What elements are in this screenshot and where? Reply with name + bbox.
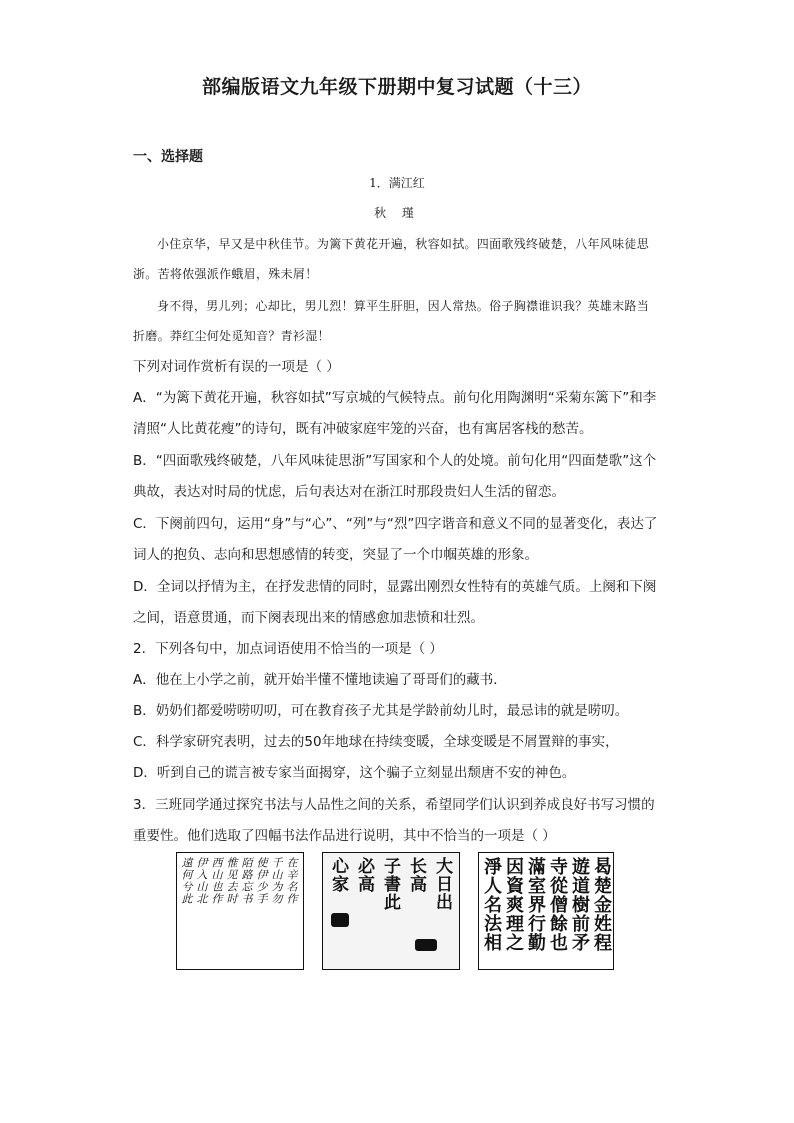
callig1-col: 伊入山北	[195, 857, 208, 905]
q1-option-d: D．全词以抒情为主，在抒发悲情的同时，显露出刚烈女性特有的英雄气质。上阕和下阕之间，语意贯通，而下阕表现出来的情感愈加悲愤和壮烈。	[133, 579, 657, 626]
q2-option-c: C．科学家研究表明，过去的50年地球在持续变暖，全球变暖是不屑置辩的事实，	[133, 734, 619, 750]
ink-seal	[415, 939, 437, 951]
callig1-col: 惟见去时	[225, 857, 238, 905]
callig2-col: 心家	[328, 857, 348, 893]
poem-heading: 1．满江红	[369, 176, 425, 190]
q2-option-a: A．他在上小学之前，就开始半懂不懂地读遍了哥哥们的藏书．	[133, 672, 507, 688]
callig1-col: 使伊少手	[255, 857, 268, 905]
callig2-col: 必高	[354, 857, 374, 893]
callig1-col: 遠何兮此	[180, 857, 193, 905]
q1-option-b: B．“四面歌残终破楚，八年风味徒思浙”写国家和个人的处境。前句化用“四面楚歌”这个典故，表达对时局的忧虑，后句表达对在浙江时那段贵妇人生活的留恋。	[133, 453, 657, 500]
callig3-col: 淨人名法相	[481, 857, 502, 952]
callig3-col: 遊道樹前矛	[569, 857, 590, 952]
calligraphy-image-1	[176, 852, 304, 970]
q1-option-a: A．“为篱下黄花开遍，秋容如拭”写京城的气候特点。前句化用陶渊明“采菊东篱下”和李清照“人比黄花瘦”的诗句，既有冲破家庭牢笼的兴奋，也有寓居客栈的愁苦。	[133, 390, 657, 437]
q2-stem: 2．下列各句中，加点词语使用不恰当的一项是（ ）	[133, 641, 443, 657]
section-heading: 一、选择题	[133, 149, 203, 165]
poem-author: 秋 瑾	[374, 206, 420, 220]
ink-seal	[331, 913, 349, 927]
q1-option-c: C．下阕前四句，运用“身”与“心”、“列”与“烈”四字谐音和意义不同的显著变化，表达了词人的抱负、志向和思想感情的转变，突显了一个巾帼英雄的形象。	[133, 516, 658, 563]
q3-stem: 3．三班同学通过探究书法与人品性之间的关系，希望同学们认识到养成良好书写习惯的重要性。他们选取了四幅书法作品进行说明，其中不恰当的一项是（ ）	[133, 797, 655, 844]
callig2-col: 大日出	[432, 857, 452, 911]
calligraphy-image-2	[322, 852, 460, 970]
callig1-col: 西山也作	[210, 857, 223, 905]
q1-stem: 下列对词作赏析有误的一项是（ ）	[133, 359, 340, 375]
q2-option-b: B．奶奶们都爱唠唠叨叨，可在教育孩子尤其是学龄前幼儿时，最忌讳的就是唠叨。	[133, 703, 629, 719]
callig3-col: 滿室界行勤	[525, 857, 546, 952]
calligraphy-image-3	[478, 852, 614, 970]
callig2-col: 子書此	[380, 857, 400, 911]
callig3-col: 曷楚金姓程	[591, 857, 612, 952]
calligraphy-images	[176, 852, 614, 970]
callig1-col: 在辛名作	[285, 857, 298, 905]
callig1-col: 陌路忘书	[240, 857, 253, 905]
page-title: 部编版语文九年级下册期中复习试题（十三）	[201, 76, 592, 98]
callig2-col: 长高	[406, 857, 426, 893]
q2-option-d: D．听到自己的谎言被专家当面揭穿，这个骗子立刻显出颓唐不安的神色。	[133, 765, 576, 781]
callig1-col: 千山为勿	[270, 857, 283, 905]
poem-stanza-2: 身不得，男儿列；心却比，男儿烈！算平生肝胆，因人常热。俗子胸襟谁识我？英雄末路当折磨。莽红尘何处觅知音？青衫湿！	[133, 299, 650, 343]
poem-stanza-1: 小住京华，早又是中秋佳节。为篱下黄花开遍，秋容如拭。四面歌残终破楚，八年风味徒思浙。苦将侬强派作蛾眉，殊未屑！	[133, 237, 650, 281]
callig3-col: 寺從僧餘也	[547, 857, 568, 952]
callig3-col: 因資爽理之	[503, 857, 524, 952]
